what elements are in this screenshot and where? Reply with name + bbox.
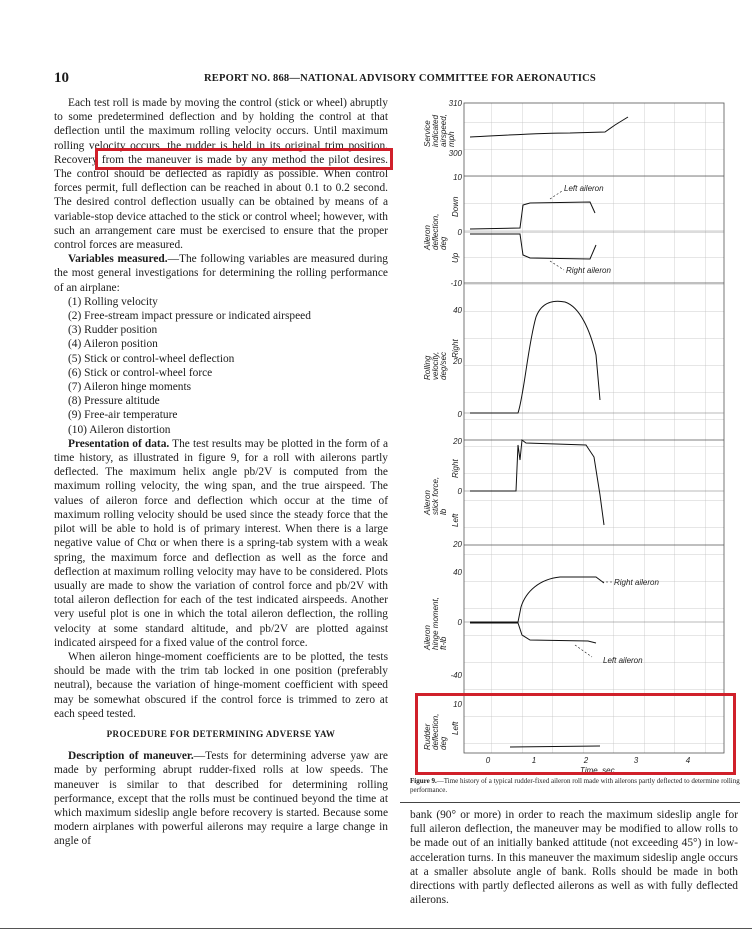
tick-label: 20: [453, 437, 462, 446]
annotation-label: Left aileron: [564, 184, 604, 193]
side-label: Up: [451, 252, 460, 263]
side-label: Left: [451, 513, 460, 527]
tick-label: 20: [453, 540, 462, 549]
paragraph-presentation: [54, 437, 388, 650]
time-tick: 0: [485, 756, 491, 765]
time-tick: 3: [633, 756, 639, 765]
figure-caption: [410, 777, 740, 795]
axis-label: Rudder deflection, deg: [423, 713, 448, 750]
presentation-text: The test results may be plotted in the form of a time history, as illustrated in figure 9, for a roll with ailerons partly deflected. The maximum helix angle pb/2V is computed from the maximum rolling velocity, the wing span, and the true airspeed. The values of aileron force and deflection which occur at the time of maximum rolling velocity should be used since the steady force that the pilot will be able to hold is of primary interest. When there is a large negative value of Chα or when there is a spring-tab system with a weak spring, the maximum force and deflection as well as the force and deflection at maximum rolling velocity may have to be considered. Plots usually are made to show the variation of control force and pb/2V with total aileron deflection for each of the test indicated airspeeds. Another very useful plot is one in which the total aileron deflection, the rolling velocity at some standard altitude, and pb/2V are plotted against indicated airspeed for a fixed value of the control force.: [54, 437, 389, 649]
list-item: (6) Stick or control-wheel force: [68, 366, 213, 379]
time-history-figure: [400, 95, 745, 780]
side-label: Right: [451, 459, 460, 478]
tick-label: 310: [448, 99, 462, 108]
caption-text: —Time history of a typical rudder-fixed aileron roll made with ailerons partly deflected to determine rolling performance.: [410, 777, 740, 794]
list-item: (1) Rolling velocity: [68, 295, 158, 308]
tick-label: 0: [457, 410, 462, 419]
list-item: (8) Pressure altitude: [68, 395, 160, 408]
footer-rule: [0, 928, 752, 929]
list-item: (9) Free-air temperature: [68, 409, 178, 422]
left-column: [54, 96, 388, 849]
side-label: Left: [451, 721, 460, 735]
right-column-text: [410, 808, 738, 907]
tick-label: 20: [453, 357, 462, 366]
highlight-box-rudder-panel: [415, 693, 736, 775]
paragraph-variables: [54, 252, 388, 295]
tick-label: 10: [453, 173, 462, 182]
section-title: PROCEDURE FOR DETERMINING ADVERSE YAW: [106, 728, 336, 739]
tick-label: 0: [457, 618, 462, 627]
description-heading: Description of maneuver.: [68, 750, 194, 763]
grid-area: [464, 103, 724, 753]
variables-list: [54, 295, 388, 437]
axis-label: Aileron hinge moment, ft-lb: [423, 597, 448, 650]
column-rule: [400, 802, 740, 803]
axis-label: Aileron stick force, lb: [423, 476, 448, 515]
description-text: —Tests for determining adverse yaw are made by performing abrupt rudder-fixed rolls at low speeds. The maneuver is similar to that described for determining rolling performance, except that the rolls must be continued beyond the time at which maximum sideslip angle before recovery is started. Because some modern airplanes with powerful ailerons may require a large change in angle of: [54, 750, 388, 848]
tick-label: 40: [453, 306, 462, 315]
paragraph-description: [54, 749, 388, 848]
variables-intro: —The following variables are measured during the most general investigations for determining the rolling performance of an airplane:: [54, 253, 388, 294]
tick-label: 10: [453, 700, 462, 709]
axis-label: Aileron deflection, deg: [423, 213, 448, 250]
list-item: (5) Stick or control-wheel deflection: [68, 352, 235, 365]
axis-label: Service indicated airspeed, mph: [423, 114, 456, 147]
presentation-heading: Presentation of data.: [68, 437, 170, 450]
caption-label: Figure 9.: [410, 777, 437, 785]
highlight-box-rudder-sentence: [95, 148, 393, 170]
tick-label: 0: [457, 487, 462, 496]
tick-label: 0: [457, 228, 462, 237]
tick-label: 40: [453, 568, 462, 577]
tick-label: 300: [448, 149, 462, 158]
list-item: (2) Free-stream impact pressure or indicated airspeed: [68, 310, 311, 323]
annotation-label: Right aileron: [614, 578, 659, 587]
list-item: (10) Aileron distortion: [68, 423, 171, 436]
tick-label: -10: [450, 279, 462, 288]
annotation-label: Left aileron: [603, 656, 643, 665]
time-tick: 2: [583, 756, 589, 765]
tick-label: -40: [450, 671, 462, 680]
running-head: REPORT NO. 868—NATIONAL ADVISORY COMMITTEE FOR AERONAUTICS: [204, 73, 596, 84]
paragraph-bank: bank (90° or more) in order to reach the maximum sideslip angle for full aileron deflection, the maneuver may be modified to allow rolls to be made out of an initially banked attitude (not exceeding 45°) in low-acceleration turns. In this maneuver the maximum sideslip angle occurs at a smaller absolute angle of bank. Rolls should be made in both directions with partly deflected ailerons as well as with fully deflected ailerons.: [410, 809, 738, 907]
time-axis-label: Time, sec: [580, 766, 615, 775]
axis-label: Rolling velocity, deg/sec: [423, 351, 448, 380]
side-label: Down: [451, 196, 460, 217]
list-item: (4) Aileron position: [68, 338, 158, 351]
side-label: Right: [451, 339, 460, 358]
paragraph-hinge-moment: When aileron hinge-moment coefficients are to be plotted, the tests should be made with the trim tab locked in one position (preferably neutral), because the variation of hinge-moment coefficient with speed may be somewhat obscured if the control force is trimmed to zero at each speed tested.: [54, 650, 388, 720]
page-number: 10: [54, 70, 69, 86]
list-item: (7) Aileron hinge moments: [68, 381, 192, 394]
paragraph-test-roll: Each test roll is made by moving the control (stick or wheel) abruptly to some predetermined deflection and by holding the control at that deflection until the maximum rolling velocity occurs. Until maximum rolling velocity occurs, the rudder is held in its original trim position. Recovery from the maneuver is made by any method the pilot desires. The control should be deflected as rapidly as possible. When control forces permit, full deflection can be reached in about 0.1 to 0.2 second. The desired control deflection usually can be obtained by means of a variable-stop device attached to the stick or control wheel; however, with such an arrangement care must be exercised to ensure that the proper control forces are measured.: [54, 97, 388, 252]
time-tick: 1: [531, 756, 537, 765]
list-item: (3) Rudder position: [68, 324, 158, 337]
variables-heading: Variables measured.: [68, 253, 168, 266]
time-tick: 4: [685, 756, 691, 765]
annotation-label: Right aileron: [566, 266, 611, 275]
